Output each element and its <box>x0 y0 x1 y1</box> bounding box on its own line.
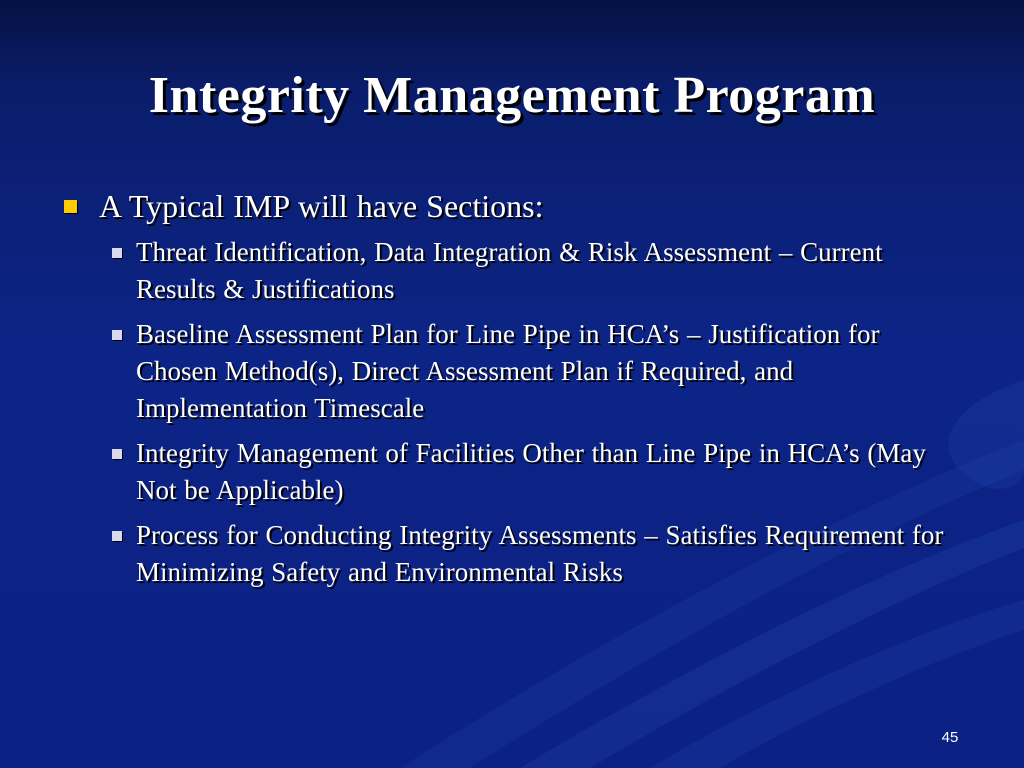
square-bullet-icon <box>112 330 122 340</box>
slide-page-number: 45 <box>941 729 959 746</box>
sub-bullet-item <box>112 435 952 509</box>
sub-bullet-text: Baseline Assessment Plan for Line Pipe in HCA’s – Justification for Chosen Method(s), Direct Assessment Plan if Required, and Implementation Timescale <box>136 319 880 423</box>
square-bullet-icon <box>112 248 122 258</box>
sub-bullet-list <box>112 234 952 591</box>
slide-title: Integrity Management Program <box>148 67 876 124</box>
sub-bullet-item <box>112 517 952 591</box>
yellow-square-bullet-icon <box>64 200 77 213</box>
sub-bullet-item <box>112 234 952 308</box>
slide-content <box>60 186 960 599</box>
sub-bullet-item <box>112 316 952 427</box>
bullet-level-1-text: A Typical IMP will have Sections: <box>99 188 544 224</box>
sub-bullet-text: Process for Conducting Integrity Assessments – Satisfies Requirement for Minimizing Safety and Environmental Risks <box>136 520 944 587</box>
bullet-level-1 <box>60 186 960 226</box>
square-bullet-icon <box>112 531 122 541</box>
square-bullet-icon <box>112 449 122 459</box>
sub-bullet-text: Threat Identification, Data Integration & Risk Assessment – Current Results & Justifications <box>136 237 883 304</box>
sub-bullet-text: Integrity Management of Facilities Other than Line Pipe in HCA’s (May Not be Applicable) <box>136 438 926 505</box>
